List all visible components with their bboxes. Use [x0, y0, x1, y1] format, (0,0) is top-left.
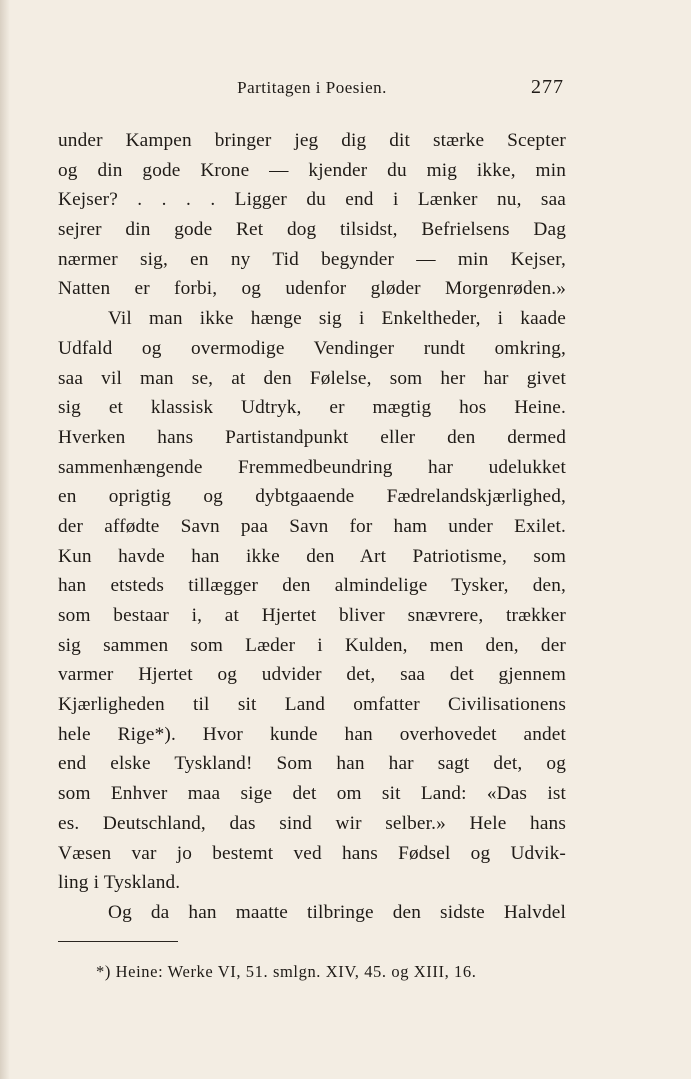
- body-text: [58, 126, 566, 928]
- footnote: *) Heine: Werke VI, 51. smlgn. XIV, 45. og XIII, 16.: [96, 962, 477, 981]
- text-line: som Enhver maa sige det om sit Land: «Das ist: [58, 783, 566, 805]
- text-line: Kjærligheden til sit Land omfatter Civilisationens: [58, 694, 566, 716]
- text-line: Kejser? . . . . Ligger du end i Lænker nu, saa: [58, 189, 566, 211]
- text-line: nærmer sig, en ny Tid begynder — min Kejser,: [58, 248, 566, 270]
- text-line: under Kampen bringer jeg dig dit stærke Scepter: [58, 130, 566, 151]
- text-line: saa vil man se, at den Følelse, som her har givet: [58, 367, 566, 389]
- text-line: varmer Hjertet og udvider det, saa det gjennem: [58, 664, 566, 686]
- text-line: Væsen var jo bestemt ved hans Fødsel og Udvik-: [58, 842, 566, 864]
- text-line: Natten er forbi, og udenfor gløder Morgenrøden.»: [58, 278, 566, 300]
- running-head: [58, 74, 566, 102]
- paragraph-start-line: Og da han maatte tilbringe den sidste Halvdel: [108, 901, 566, 923]
- running-title: Partitagen i Poesien.: [237, 78, 387, 97]
- paragraph-end-line: ling i Tyskland.: [58, 872, 181, 894]
- text-line: es. Deutschland, das sind wir selber.» Hele hans: [58, 812, 566, 834]
- paragraph-start-line: Vil man ikke hænge sig i Enkeltheder, i kaade: [108, 308, 566, 330]
- text-line: sammenhængende Fremmedbeundring har udelukket: [58, 456, 566, 478]
- text-line: han etsteds tillægger den almindelige Tysker, den,: [58, 575, 566, 597]
- text-line: hele Rige*). Hvor kunde han overhovedet andet: [58, 723, 566, 745]
- text-line: sejrer din gode Ret dog tilsidst, Befrielsens Dag: [58, 219, 566, 241]
- text-line: og din gode Krone — kjender du mig ikke, min: [58, 159, 566, 181]
- text-line: Kun havde han ikke den Art Patriotisme, som: [58, 545, 566, 567]
- text-line: sig sammen som Læder i Kulden, men den, der: [58, 634, 566, 656]
- footnote-rule: [58, 941, 178, 942]
- page-edge-shadow: [0, 0, 10, 1079]
- text-line: en oprigtig og dybtgaaende Fædrelandskjærlighed,: [58, 486, 566, 508]
- text-line: sig et klassisk Udtryk, er mægtig hos Heine.: [58, 397, 566, 419]
- page-number: 277: [531, 76, 564, 98]
- text-line: Udfald og overmodige Vendinger rundt omkring,: [58, 337, 566, 359]
- text-line: Hverken hans Partistandpunkt eller den dermed: [58, 426, 566, 448]
- text-line: som bestaar i, at Hjertet bliver snævrere, trækker: [58, 605, 566, 626]
- text-line: end elske Tyskland! Som han har sagt det, og: [58, 753, 566, 775]
- text-line: der affødte Savn paa Savn for ham under Exilet.: [58, 515, 566, 537]
